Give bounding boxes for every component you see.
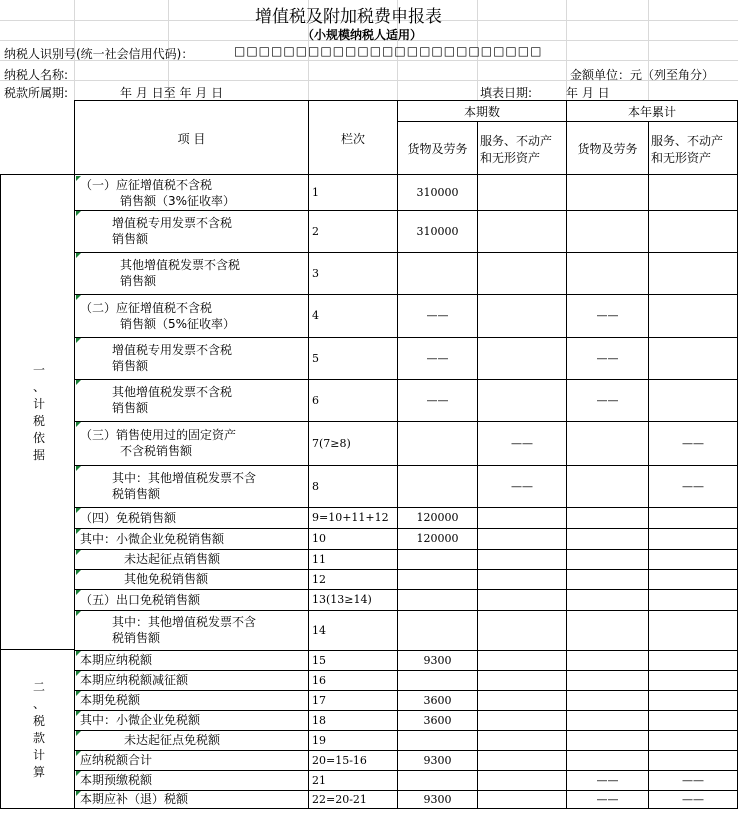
line-number: 1 <box>312 186 319 199</box>
header-year-services-line2: 和无形资产 <box>651 150 712 165</box>
cell-comment-marker <box>76 295 81 300</box>
value-cell-c2[interactable] <box>478 175 566 210</box>
value-cell-c3[interactable]: —— <box>596 393 619 407</box>
value-cell-c2[interactable] <box>478 710 566 730</box>
cell-comment-marker <box>76 508 81 513</box>
table-hline <box>0 174 738 175</box>
value-cell-c3[interactable] <box>567 528 648 549</box>
table-hline <box>74 337 738 338</box>
value-cell-c3[interactable] <box>567 690 648 710</box>
value-cell-c4[interactable] <box>649 252 737 294</box>
line-number: 5 <box>312 351 319 365</box>
table-hline <box>74 294 738 295</box>
section-basis-char: 、 <box>32 380 45 394</box>
table-hline <box>74 549 738 550</box>
line-number: 12 <box>312 572 326 586</box>
table-hline <box>74 507 738 508</box>
table-hline <box>74 610 738 611</box>
value-cell-c2[interactable] <box>478 770 566 790</box>
table-hline <box>74 252 738 253</box>
value-cell-c2[interactable] <box>478 252 566 294</box>
value-cell-c3[interactable] <box>567 589 648 610</box>
header-services-line1: 服务、不动产 <box>480 133 553 148</box>
row-label <box>80 528 308 549</box>
value-cell-c1[interactable]: —— <box>426 309 449 322</box>
value-cell-c1[interactable]: 310000 <box>416 224 459 238</box>
value-cell-c3[interactable]: —— <box>596 351 619 365</box>
table-vline <box>397 100 398 809</box>
row-label-line2: 销售额 <box>112 359 149 373</box>
row-label-line1: 本期免税额 <box>80 693 141 707</box>
cell-comment-marker <box>76 422 81 427</box>
value-cell-c2[interactable] <box>478 549 566 569</box>
value-cell-c4[interactable]: —— <box>682 436 704 450</box>
value-cell-c1[interactable] <box>398 730 477 750</box>
cell-comment-marker <box>76 590 81 595</box>
header-year-services-line1: 服务、不动产 <box>651 133 724 148</box>
line-number: 10 <box>312 532 326 545</box>
line-number: 15 <box>312 653 326 667</box>
taxpayer-id-boxes[interactable]: □□□□□□□□□□□□□□□□□□□□□□□□□ <box>234 44 543 58</box>
line-number: 14 <box>312 623 326 637</box>
line-number: 4 <box>312 309 319 322</box>
row-label-line1: 其他免税销售额 <box>124 572 209 586</box>
value-cell-c1[interactable]: 3600 <box>423 713 452 727</box>
row-label <box>124 569 308 589</box>
cell-comment-marker <box>76 731 81 736</box>
value-cell-c4[interactable]: —— <box>682 773 704 787</box>
value-cell-c2[interactable] <box>478 589 566 610</box>
line-number: 7(7≥8) <box>312 436 351 450</box>
table-hline <box>74 210 738 211</box>
row-label <box>80 770 308 790</box>
section-calc-char: 、 <box>32 697 45 711</box>
cell-comment-marker <box>76 791 81 796</box>
value-cell-c3[interactable] <box>567 252 648 294</box>
value-cell-c1[interactable]: —— <box>426 393 449 407</box>
row-label <box>80 589 308 610</box>
row-label-line1: （三）销售使用过的固定资产 <box>80 428 237 442</box>
value-cell-c2[interactable] <box>478 650 566 670</box>
line-number: 6 <box>312 393 319 407</box>
value-cell-c1[interactable] <box>398 569 477 589</box>
value-cell-c2[interactable] <box>478 670 566 690</box>
sheet-gridline <box>648 0 649 100</box>
table-hline <box>74 650 738 651</box>
table-hline <box>74 710 738 711</box>
row-label-line1: 本期应补（退）税额 <box>80 792 189 806</box>
table-hline <box>398 121 738 122</box>
section-calc-char: 二 <box>32 680 45 694</box>
value-cell-c3[interactable]: —— <box>596 309 619 322</box>
row-label-line1: 其他增值税发票不含税 <box>120 258 241 272</box>
value-cell-c3[interactable] <box>567 507 648 528</box>
value-cell-c3[interactable] <box>567 210 648 252</box>
value-cell-c4[interactable] <box>649 528 737 549</box>
fill-date-label: 填表日期: <box>480 86 533 100</box>
row-label-line2: 销售额 <box>120 274 157 288</box>
value-cell-c4[interactable] <box>649 589 737 610</box>
column-header-line-no: 栏次 <box>340 131 365 146</box>
row-label-line2: 销售额（3%征收率） <box>120 193 236 208</box>
value-cell-c4[interactable] <box>649 610 737 650</box>
value-cell-c1[interactable]: 120000 <box>416 511 459 524</box>
section-tax-basis <box>4 175 74 649</box>
line-number: 20=15-16 <box>312 753 367 767</box>
cell-comment-marker <box>76 570 81 575</box>
value-cell-c3[interactable] <box>567 730 648 750</box>
section-calc-char: 计 <box>32 748 45 762</box>
value-cell-c4[interactable] <box>649 569 737 589</box>
cell-comment-marker <box>76 253 81 258</box>
section-tax-calculation <box>4 650 74 808</box>
value-cell-c4[interactable] <box>649 650 737 670</box>
row-label <box>112 610 308 650</box>
value-cell-c4[interactable] <box>649 730 737 750</box>
line-number: 3 <box>312 266 319 280</box>
value-cell-c4[interactable] <box>649 175 737 210</box>
value-cell-c1[interactable]: 9300 <box>423 653 452 667</box>
value-cell-c2[interactable]: —— <box>511 436 533 450</box>
line-number: 16 <box>312 673 326 687</box>
value-cell-c3[interactable] <box>567 710 648 730</box>
value-cell-c2[interactable] <box>478 750 566 770</box>
row-label <box>80 650 308 670</box>
value-cell-c1[interactable]: 310000 <box>416 186 459 199</box>
row-label <box>112 210 308 252</box>
cell-comment-marker <box>76 691 81 696</box>
row-label-line1: 其中：小微企业免税销售额 <box>80 531 225 546</box>
value-cell-c3[interactable] <box>567 569 648 589</box>
column-header-year-cumulative: 本年累计 <box>627 104 676 119</box>
cell-comment-marker <box>76 529 81 534</box>
fill-date-value: 年 月 日 <box>566 86 610 100</box>
value-cell-c1[interactable] <box>398 610 477 650</box>
cell-comment-marker <box>76 550 81 555</box>
row-label-line2: 不含税销售额 <box>120 444 193 458</box>
table-hline <box>74 808 738 809</box>
row-label <box>112 379 308 421</box>
row-label <box>80 421 308 465</box>
row-label-line1: 增值税专用发票不含税 <box>112 343 233 357</box>
value-cell-c3[interactable] <box>567 610 648 650</box>
value-cell-c4[interactable] <box>649 337 737 379</box>
form-title: 增值税及附加税费申报表 <box>255 7 442 27</box>
table-hline <box>0 649 75 650</box>
value-cell-c1[interactable] <box>398 549 477 569</box>
row-label-line2: 销售额 <box>112 401 149 415</box>
value-cell-c2[interactable] <box>478 569 566 589</box>
column-header-current-services <box>478 122 566 175</box>
row-label-line1: 其他增值税发票不含税 <box>112 385 233 399</box>
value-cell-c2[interactable] <box>478 730 566 750</box>
row-label <box>80 507 308 528</box>
line-number: 18 <box>312 713 326 727</box>
table-hline <box>74 569 738 570</box>
line-number: 19 <box>312 733 326 747</box>
value-cell-c3[interactable] <box>567 650 648 670</box>
value-cell-c3[interactable]: —— <box>596 773 619 787</box>
row-label-line1: 其中：小微企业免税额 <box>80 713 201 727</box>
row-label-line1: （四）免税销售额 <box>80 510 177 525</box>
row-label-line1: 未达起征点免税额 <box>124 733 221 747</box>
taxpayer-id-label: 纳税人识别号(统一社会信用代码)： <box>4 47 194 61</box>
value-cell-c1[interactable]: 120000 <box>416 532 459 545</box>
table-hline <box>74 421 738 422</box>
row-label-line1: 本期预缴税额 <box>80 773 153 787</box>
table-vline <box>0 175 1 809</box>
form-subtitle: （小规模纳税人适用） <box>302 28 423 42</box>
amount-unit: 金额单位：元（列至角分） <box>570 68 715 82</box>
row-label-line1: （五）出口免税销售额 <box>80 592 201 607</box>
line-number: 8 <box>312 479 319 493</box>
row-label-line2: 税销售额 <box>112 631 161 645</box>
table-hline <box>74 670 738 671</box>
cell-comment-marker <box>76 380 81 385</box>
row-label-line1: 其中：其他增值税发票不含 <box>112 615 257 629</box>
section-basis-char: 计 <box>32 397 45 411</box>
line-number: 2 <box>312 224 319 238</box>
value-cell-c3[interactable] <box>567 421 648 465</box>
row-label <box>112 465 308 507</box>
value-cell-c1[interactable] <box>398 670 477 690</box>
value-cell-c3[interactable] <box>567 175 648 210</box>
row-label-line2: 税销售额 <box>112 487 161 501</box>
table-hline <box>74 750 738 751</box>
row-label <box>112 337 308 379</box>
row-label-line1: 本期应纳税额 <box>80 653 153 667</box>
value-cell-c2[interactable] <box>478 294 566 337</box>
cell-comment-marker <box>76 611 81 616</box>
value-cell-c1[interactable] <box>398 465 477 507</box>
row-label-line1: 本期应纳税额减征额 <box>80 673 189 687</box>
value-cell-c2[interactable] <box>478 210 566 252</box>
row-label-line1: 其中：其他增值税发票不含 <box>112 471 257 485</box>
value-cell-c4[interactable]: —— <box>682 792 704 806</box>
section-calc-char: 税 <box>32 714 45 728</box>
row-label-line1: 增值税专用发票不含税 <box>112 216 233 230</box>
table-vline <box>566 100 567 809</box>
section-basis-char: 一 <box>32 363 45 377</box>
cell-comment-marker <box>76 176 81 181</box>
value-cell-c4[interactable] <box>649 294 737 337</box>
value-cell-c2[interactable] <box>478 610 566 650</box>
value-cell-c4[interactable] <box>649 379 737 421</box>
value-cell-c2[interactable]: —— <box>511 479 533 493</box>
table-hline <box>74 465 738 466</box>
cell-comment-marker <box>76 771 81 776</box>
value-cell-c2[interactable] <box>478 790 566 808</box>
column-header-year-goods: 货物及劳务 <box>577 142 638 156</box>
table-hline <box>398 100 738 101</box>
value-cell-c1[interactable] <box>398 421 477 465</box>
section-calc-char: 款 <box>32 731 45 745</box>
section-basis-char: 据 <box>32 448 45 462</box>
row-label-line1: （二）应征增值税不含税 <box>80 300 213 315</box>
value-cell-c1[interactable]: —— <box>426 351 449 365</box>
value-cell-c2[interactable] <box>478 507 566 528</box>
row-label <box>80 670 308 690</box>
value-cell-c3[interactable] <box>567 465 648 507</box>
value-cell-c2[interactable] <box>478 379 566 421</box>
value-cell-c3[interactable] <box>567 549 648 569</box>
table-hline <box>74 770 738 771</box>
table-hline <box>74 379 738 380</box>
row-label <box>120 252 308 294</box>
value-cell-c4[interactable] <box>649 210 737 252</box>
row-label <box>80 294 308 337</box>
line-number: 22=20-21 <box>312 792 367 806</box>
row-label <box>80 790 308 808</box>
header-services-line2: 和无形资产 <box>480 150 541 165</box>
column-header-year-services <box>649 122 737 175</box>
cell-comment-marker <box>76 671 81 676</box>
table-hline <box>74 730 738 731</box>
row-label-line1: （一）应征增值税不含税 <box>80 177 213 192</box>
section-basis-char: 依 <box>32 431 45 445</box>
line-number: 17 <box>312 693 326 707</box>
value-cell-c4[interactable] <box>649 710 737 730</box>
column-header-current-goods: 货物及劳务 <box>407 142 468 156</box>
value-cell-c2[interactable] <box>478 690 566 710</box>
row-label-line1: 未达起征点销售额 <box>124 552 221 566</box>
value-cell-c4[interactable]: —— <box>682 479 704 493</box>
line-number: 9=10+11+12 <box>312 511 389 524</box>
value-cell-c4[interactable] <box>649 690 737 710</box>
cell-comment-marker <box>76 651 81 656</box>
value-cell-c4[interactable] <box>649 750 737 770</box>
section-calc-char: 算 <box>32 765 45 779</box>
tax-period-value: 年 月 日至 年 月 日 <box>120 86 224 100</box>
table-hline <box>74 790 738 791</box>
row-label-line2: 销售额（5%征收率） <box>120 316 236 331</box>
section-basis-char: 税 <box>32 414 45 428</box>
column-header-item: 项 目 <box>177 131 206 146</box>
value-cell-c1[interactable] <box>398 252 477 294</box>
line-number: 11 <box>312 552 326 566</box>
cell-comment-marker <box>76 466 81 471</box>
table-vline <box>308 100 309 809</box>
row-label <box>124 549 308 569</box>
value-cell-c3[interactable]: —— <box>596 792 619 806</box>
table-hline <box>74 528 738 529</box>
value-cell-c1[interactable]: 3600 <box>423 693 452 707</box>
line-number: 13(13≥14) <box>312 593 372 606</box>
line-number: 21 <box>312 773 326 787</box>
table-hline <box>74 589 738 590</box>
value-cell-c4[interactable] <box>649 507 737 528</box>
value-cell-c3[interactable] <box>567 670 648 690</box>
value-cell-c4[interactable] <box>649 670 737 690</box>
row-label <box>124 730 308 750</box>
cell-comment-marker <box>76 211 81 216</box>
value-cell-c4[interactable] <box>649 549 737 569</box>
value-cell-c3[interactable] <box>567 750 648 770</box>
cell-comment-marker <box>76 711 81 716</box>
table-vline <box>74 100 75 809</box>
table-hline <box>74 100 398 101</box>
row-label-line1: 应纳税额合计 <box>80 753 153 767</box>
value-cell-c2[interactable] <box>478 528 566 549</box>
value-cell-c2[interactable] <box>478 337 566 379</box>
row-label-line2: 销售额 <box>112 232 149 246</box>
row-label <box>80 710 308 730</box>
value-cell-c1[interactable] <box>398 770 477 790</box>
cell-comment-marker <box>76 751 81 756</box>
column-header-current-period: 本期数 <box>463 104 500 119</box>
table-hline <box>74 690 738 691</box>
cell-comment-marker <box>76 338 81 343</box>
value-cell-c1[interactable]: 9300 <box>423 753 452 767</box>
value-cell-c1[interactable] <box>398 589 477 610</box>
row-label <box>80 690 308 710</box>
taxpayer-name-label: 纳税人名称: <box>4 68 69 82</box>
tax-period-label: 税款所属期: <box>4 86 69 100</box>
value-cell-c1[interactable]: 9300 <box>423 792 452 806</box>
table-hline <box>0 808 75 809</box>
row-label <box>80 750 308 770</box>
row-label <box>80 175 308 210</box>
